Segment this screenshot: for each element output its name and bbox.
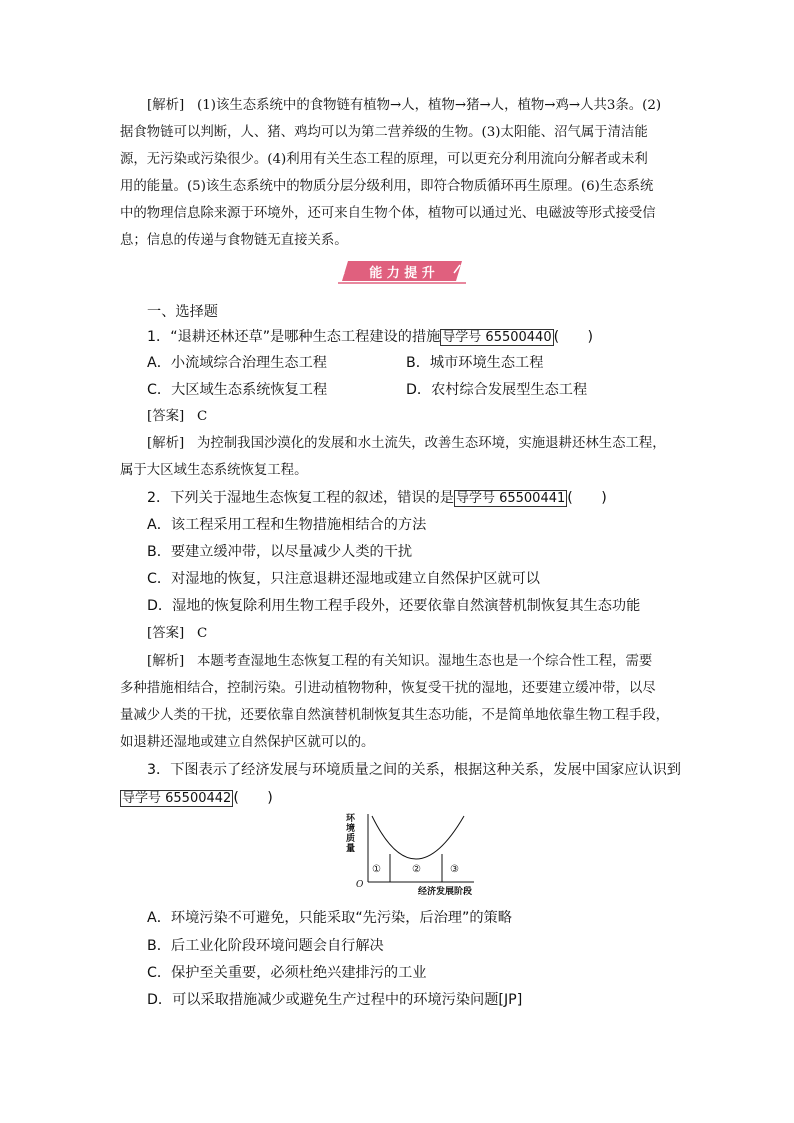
quality-curve [372, 816, 464, 859]
q3-paren: ( ) [233, 790, 273, 806]
analysis-line-1 [147, 96, 661, 116]
q2-answer-tag: [答案] [147, 626, 185, 641]
q3-option-a[interactable]: A．环境污染不可避免，只能采取“先污染，后治理”的策略 [147, 910, 512, 926]
q1-analysis-line-1 [147, 434, 666, 454]
section-banner [336, 259, 468, 285]
stage-label-2: ② [412, 864, 421, 875]
banner-title: 能 力 提 升 [369, 266, 435, 281]
q2-analysis-tag: [解析] [147, 654, 185, 669]
q1-answer-tag: [答案] [147, 409, 185, 424]
q1-option-c[interactable]: C．大区域生态系统恢复工程 [147, 382, 328, 398]
y-axis-label: 环境质量 [346, 814, 356, 854]
q2-analysis-line-4: 如退耕还湿地或建立自然保护区就可以的。 [120, 735, 375, 750]
q1-option-d[interactable]: D．农村综合发展型生态工程 [406, 382, 588, 398]
q2-analysis-line-1 [147, 652, 652, 672]
q2-paren: ( ) [567, 490, 607, 506]
q2-option-d[interactable]: D．湿地的恢复除利用生物工程手段外，还要依靠自然演替机制恢复其生态功能 [147, 598, 641, 614]
question-1-stem [147, 327, 593, 347]
q2-analysis-text: 本题考查湿地生态恢复工程的有关知识。湿地生态也是一个综合性工程，需要 [197, 654, 653, 669]
stage-label-3: ③ [450, 864, 459, 875]
analysis-text: (1)该生态系统中的食物链有植物→人，植物→猪→人，植物→鸡→人共3条。(2) [197, 98, 662, 113]
analysis-line-5: 中的物理信息除来源于环境外，还可来自生物个体，植物可以通过光、电磁波等形式接受信 [120, 206, 656, 221]
q3-option-d[interactable]: D．可以采取措施减少或避免生产过程中的环境污染问题[JP] [147, 992, 523, 1008]
q1-option-b[interactable]: B．城市环境生态工程 [406, 355, 544, 371]
q3-option-b[interactable]: B．后工业化阶段环境问题会自行解决 [147, 938, 384, 954]
environment-economy-chart [342, 812, 482, 896]
q1-stem: 1．“退耕还林还草”是哪种生态工程建设的措施 [147, 329, 441, 345]
q1-option-a[interactable]: A．小流域综合治理生态工程 [147, 355, 327, 371]
q2-option-b[interactable]: B．要建立缓冲带，以尽量减少人类的干扰 [147, 544, 413, 560]
question-2-stem [147, 488, 607, 508]
q2-answer [147, 624, 207, 644]
analysis-line-4: 用的能量。(5)该生态系统中的物质分层分级利用，即符合物质循环再生原理。(6)生态系统 [120, 179, 654, 194]
analysis-tag: [解析] [147, 98, 185, 113]
q2-analysis-line-3: 量减少人类的干扰，还要依靠自然演替机制恢复其生态功能，不是简单地依靠生物工程手段， [120, 708, 670, 723]
q2-option-a[interactable]: A．该工程采用工程和生物措施相结合的方法 [147, 517, 427, 533]
analysis-line-6: 息；信息的传递与食物链无直接关系。 [120, 233, 348, 248]
question-3-code-line [120, 788, 273, 808]
x-axis-label: 经济发展阶段 [418, 887, 473, 897]
q2-stem: 2．下列关于湿地生态恢复工程的叙述，错误的是 [147, 490, 454, 506]
stage-label-1: ① [372, 864, 381, 875]
q2-analysis-line-2: 多种措施相结合，控制污染。引进动植物物种，恢复受干扰的湿地，还要建立缓冲带，以尽 [120, 681, 656, 696]
q2-option-c[interactable]: C．对湿地的恢复，只注意退耕还湿地或建立自然保护区就可以 [147, 571, 540, 587]
q3-code-box: 导学号 65500442 [122, 791, 232, 806]
q3-option-c[interactable]: C．保护至关重要，必须杜绝兴建排污的工业 [147, 965, 427, 981]
question-3-stem: 3．下图表示了经济发展与环境质量之间的关系，根据这种关系，发展中国家应认识到 [147, 762, 681, 778]
q1-answer-value: C [197, 409, 208, 424]
q1-analysis-tag: [解析] [147, 436, 185, 451]
q1-code-box: 导学号 65500440 [442, 330, 552, 345]
origin-label: O [356, 880, 364, 890]
section-heading: 一、选择题 [147, 304, 218, 320]
q1-analysis-line-2: 属于大区域生态系统恢复工程。 [120, 463, 308, 478]
q1-analysis-text: 为控制我国沙漠化的发展和水土流失，改善生态环境，实施退耕还林生态工程， [197, 436, 666, 451]
q2-answer-value: C [197, 626, 208, 641]
analysis-line-3: 源，无污染或污染很少。(4)利用有关生态工程的原理，可以更充分利用流向分解者或未利 [120, 152, 648, 167]
q2-code-box: 导学号 65500441 [455, 491, 566, 506]
analysis-line-2: 据食物链可以判断，人、猪、鸡均可以为第二营养级的生物。(3)太阳能、沼气属于清洁能 [120, 125, 648, 140]
q1-answer [147, 407, 207, 427]
q1-paren: ( ) [553, 329, 594, 345]
